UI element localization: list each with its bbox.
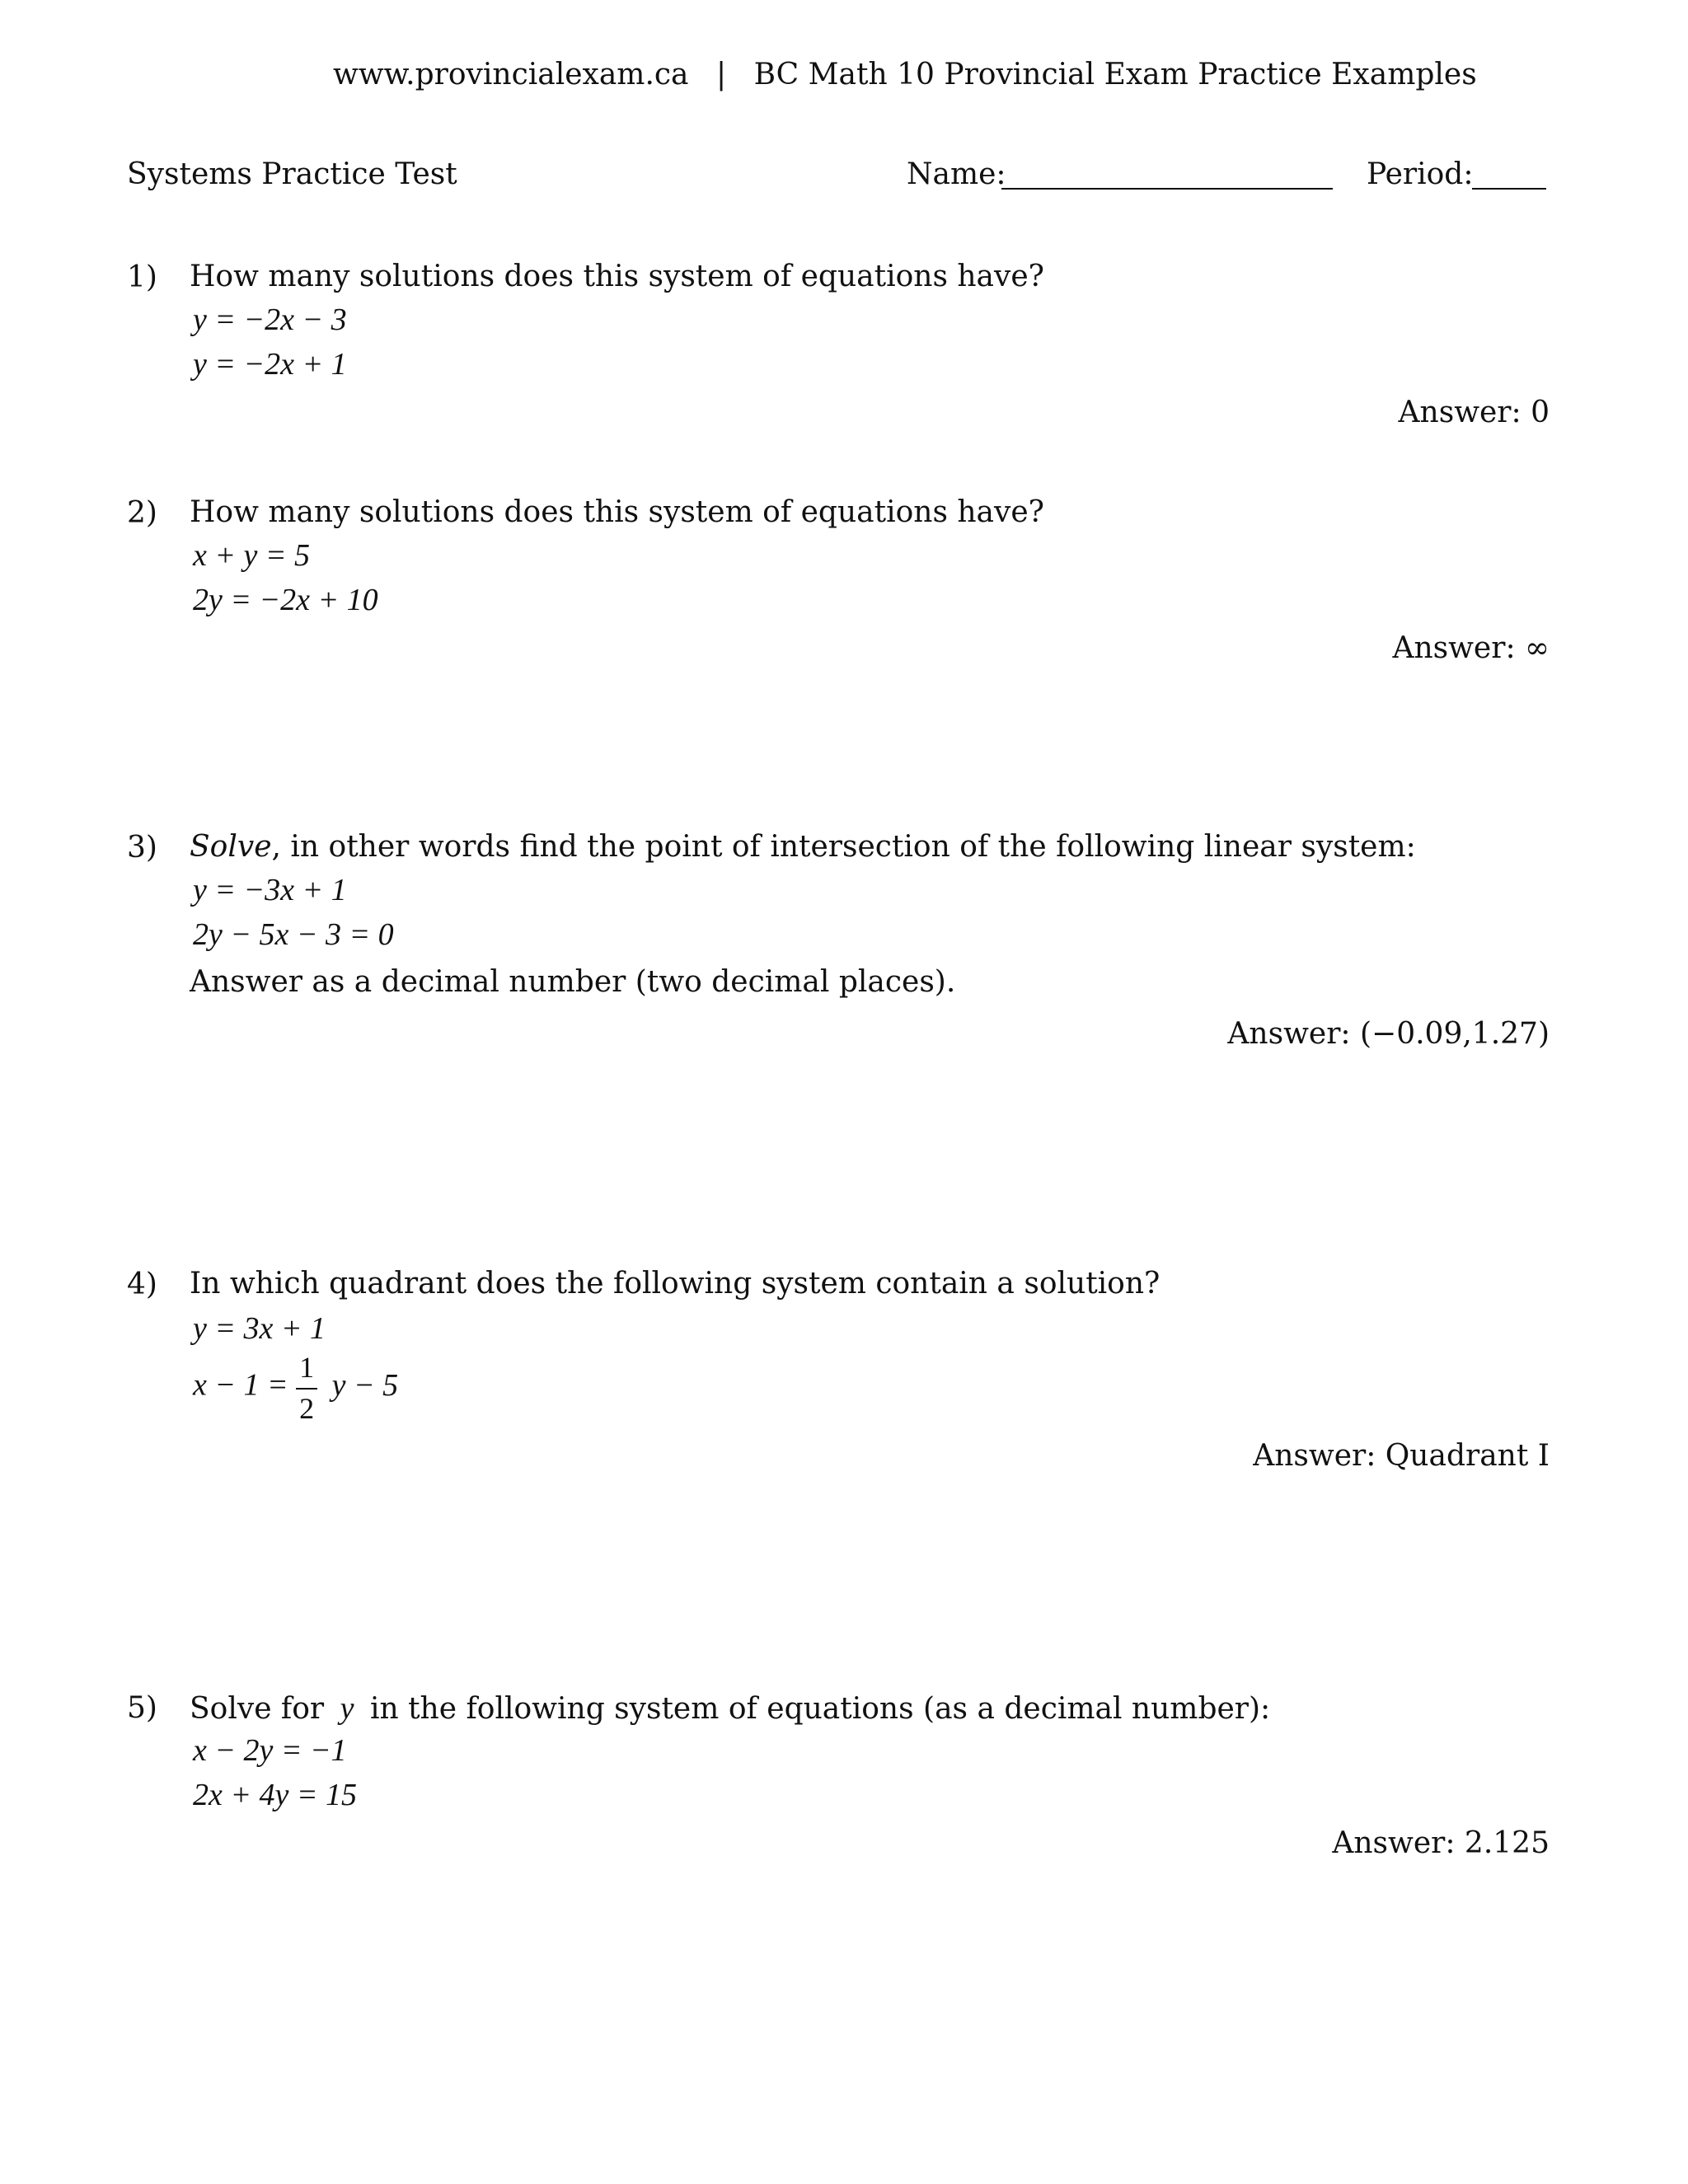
course-title: BC Math 10 Provincial Exam Practice Examples — [753, 58, 1477, 91]
question-number: 2) — [127, 496, 157, 530]
equation-2: 2y = −2x + 10 — [193, 583, 378, 617]
answer: Answer: 0 — [1398, 396, 1550, 429]
question-prompt — [190, 832, 1416, 862]
equation-1: y = −3x + 1 — [193, 873, 347, 907]
answer: Answer: Quadrant I — [1253, 1439, 1550, 1473]
answer: Answer: (−0.09,1.27) — [1227, 1017, 1550, 1051]
question-number: 4) — [127, 1268, 157, 1301]
equation-1: x − 2y = −1 — [193, 1733, 347, 1768]
answer: Answer: 2.125 — [1332, 1826, 1550, 1860]
equation-1: y = −2x − 3 — [193, 302, 347, 337]
question-number: 5) — [127, 1691, 157, 1725]
site-url: www.provincialexam.ca — [333, 58, 689, 91]
equation-1: x + y = 5 — [193, 538, 311, 573]
question-number: 3) — [127, 831, 157, 865]
equation-1: y = 3x + 1 — [193, 1311, 326, 1346]
prompt-text: , in other words find the point of intersection of the following linear system: — [271, 830, 1416, 864]
fraction-denominator: 2 — [299, 1392, 315, 1425]
period-field[interactable] — [1472, 188, 1546, 190]
equation-right: y − 5 — [331, 1367, 399, 1403]
fraction — [296, 1352, 317, 1424]
question-prompt: How many solutions does this system of equations have? — [190, 495, 1044, 529]
header-separator: | — [715, 58, 727, 91]
prompt-text-end: in the following system of equations (as a decimal number): — [369, 1692, 1271, 1726]
prompt-variable: y — [340, 1691, 354, 1726]
page-header — [333, 58, 1477, 91]
equation-2: 2x + 4y = 15 — [193, 1778, 358, 1812]
name-field[interactable] — [1001, 188, 1333, 190]
fraction-numerator: 1 — [299, 1351, 315, 1384]
question-prompt: In which quadrant does the following system contain a solution? — [190, 1267, 1160, 1301]
answer-instructions: Answer as a decimal number (two decimal places). — [190, 965, 956, 999]
test-title: Systems Practice Test — [127, 157, 457, 191]
prompt-text-start: Solve for — [190, 1692, 325, 1726]
fraction-bar — [296, 1388, 317, 1390]
equation-2 — [193, 1352, 398, 1424]
name-label: Name: — [907, 157, 1006, 191]
equation-2: 2y − 5x − 3 = 0 — [193, 917, 394, 952]
question-prompt: How many solutions does this system of equations have? — [190, 260, 1044, 293]
question-number: 1) — [127, 260, 157, 294]
period-label: Period: — [1367, 157, 1474, 191]
question-prompt — [190, 1693, 1270, 1724]
answer: Answer: ∞ — [1392, 631, 1550, 665]
equation-left: x − 1 = — [193, 1367, 288, 1403]
equation-2: y = −2x + 1 — [193, 347, 347, 382]
prompt-emphasis: Solve — [190, 830, 272, 864]
